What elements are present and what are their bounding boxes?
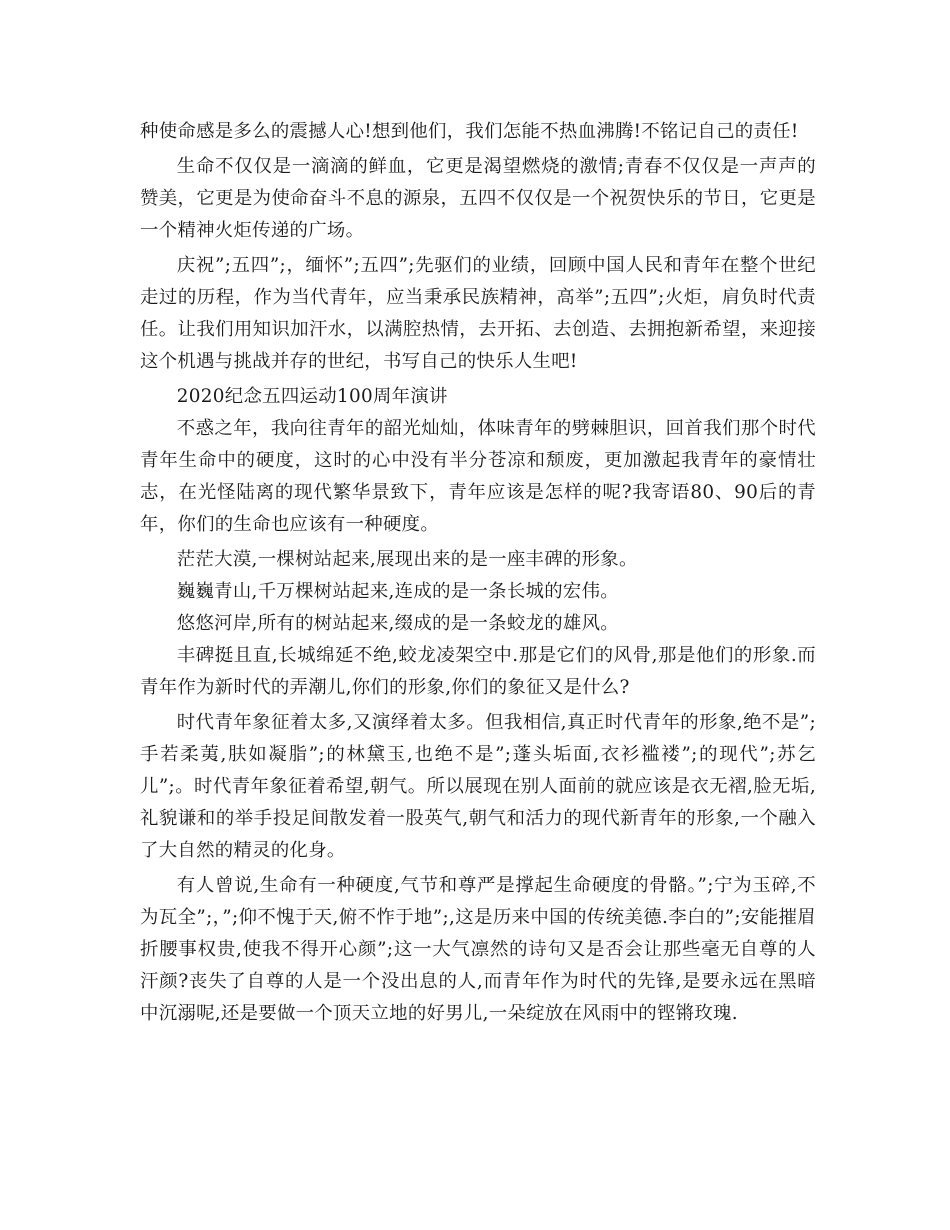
document-page bbox=[140, 116, 816, 1030]
paragraph-continuation: 种使命感是多么的震撼人心!想到他们，我们怎能不热血沸腾!不铭记自己的责任! bbox=[140, 121, 799, 142]
paragraph: 不惑之年，我向往青年的韶光灿灿，体味青年的劈棘胆识，回首我们那个时代青年生命中的硬度，这时的心中没有半分苍凉和颓废，更加激起我青年的豪情壮志，在光怪陆离的现代繁华景致下，青年应该是怎样的呢?我寄语80、90后的青年，你们的生命也应该有一种硬度。 bbox=[140, 418, 816, 535]
paragraph: 时代青年象征着太多,又演绎着太多。但我相信,真正时代青年的形象,绝不是”;手若柔荑,肤如凝脂”;的林黛玉,也绝不是”;蓬头垢面,衣衫褴褛”;的现代”;苏乞儿”;。时代青年象征着希望,朝气。所以展现在别人面前的就应该是衣无褶,脸无垢,礼貌谦和的举手投足间散发着一股英气,朝气和活力的现代新青年的形象,一个融入了大自然的精灵的化身。 bbox=[140, 712, 816, 861]
paragraph: 庆祝”;五四”;，缅怀”;五四”;先驱们的业绩，回顾中国人民和青年在整个世纪走过的历程，作为当代青年，应当秉承民族精神，高举”;五四”;火炬，肩负时代责任。让我们用知识加汗水，以满腔热情，去开拓、去创造、去拥抱新希望，来迎接这个机遇与挑战并存的世纪，书写自己的快乐人生吧! bbox=[140, 255, 816, 372]
paragraph: 丰碑挺且直,长城绵延不绝,蛟龙凌架空中.那是它们的风骨,那是他们的形象.而青年作为新时代的弄潮儿,你们的形象,你们的象征又是什么? bbox=[140, 645, 816, 698]
paragraph: 茫茫大漠,一棵树站起来,展现出来的是一座丰碑的形象。 bbox=[176, 549, 638, 570]
paragraph: 悠悠河岸,所有的树站起来,缀成的是一条蛟龙的雄风。 bbox=[176, 613, 619, 634]
speech-title: 2020纪念五四运动100周年演讲 bbox=[176, 386, 448, 407]
paragraph: 巍巍青山,千万棵树站起来,连成的是一条长城的宏伟。 bbox=[176, 581, 619, 602]
paragraph: 生命不仅仅是一滴滴的鲜血，它更是渴望燃烧的激情;青春不仅仅是一声声的赞美，它更是为使命奋斗不息的源泉，五四不仅仅是一个祝贺快乐的节日，它更是一个精神火炬传递的广场。 bbox=[140, 156, 816, 241]
paragraph: 有人曾说,生命有一种硬度,气节和尊严是撑起生命硬度的骨骼。”;宁为玉碎,不为瓦全”;，”;仰不愧于天,俯不怍于地”;,这是历来中国的传统美德.李白的”;安能摧眉折腰事权贵,使我不得开心颜”;这一大气凛然的诗句又是否会让那些毫无自尊的人汗颜?丧失了自尊的人是一个没出息的人,而青年作为时代的先锋,是要永远在黑暗中沉溺呢,还是要做一个顶天立地的好男儿,一朵绽放在风雨中的铿锵玫瑰. bbox=[140, 875, 816, 1024]
